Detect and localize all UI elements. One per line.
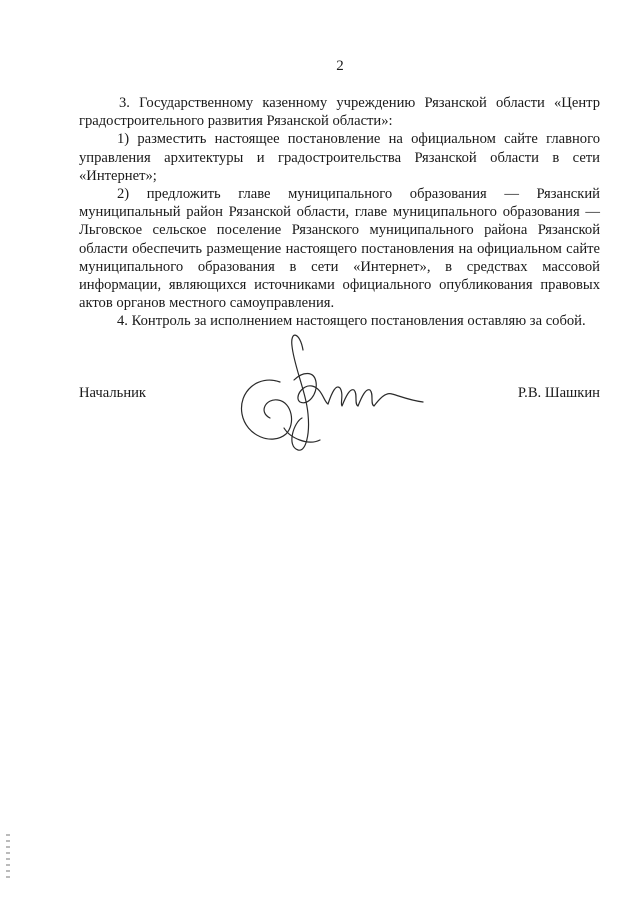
- paragraph-subitem-2: 2) предложить главе муниципального образования — Рязанский муниципальный район Рязанской области, главе муниципального образования — Льговское сельское поселение Рязанского муниципального района Рязанской области обеспечить размещение настоящего постановления на официальном сайте муниципального образования в сети «Интернет», в средствах массовой информации, являющихся источниками официального опубликования правовых актов органов местного самоуправления.: [79, 186, 600, 312]
- page-number: 2: [336, 58, 344, 74]
- signatory-title: Начальник: [79, 385, 147, 401]
- paragraph-item-3: 3. Государственному казенному учреждению Рязанской области «Центр градостроительного развития Рязанской области»:: [79, 95, 600, 130]
- paragraph-subitem-1: 1) разместить настоящее постановление на официальном сайте главного управления архитектуры и градостроительства Рязанской области в сети «Интернет»;: [79, 131, 600, 184]
- signatory-name: Р.В. Шашкин: [517, 385, 600, 401]
- scan-margin-marks: [6, 834, 10, 882]
- signature-row: [79, 385, 600, 415]
- paragraph-item-4: 4. Контроль за исполнением настоящего постановления оставляю за собой.: [117, 313, 586, 330]
- document-body: [79, 94, 600, 331]
